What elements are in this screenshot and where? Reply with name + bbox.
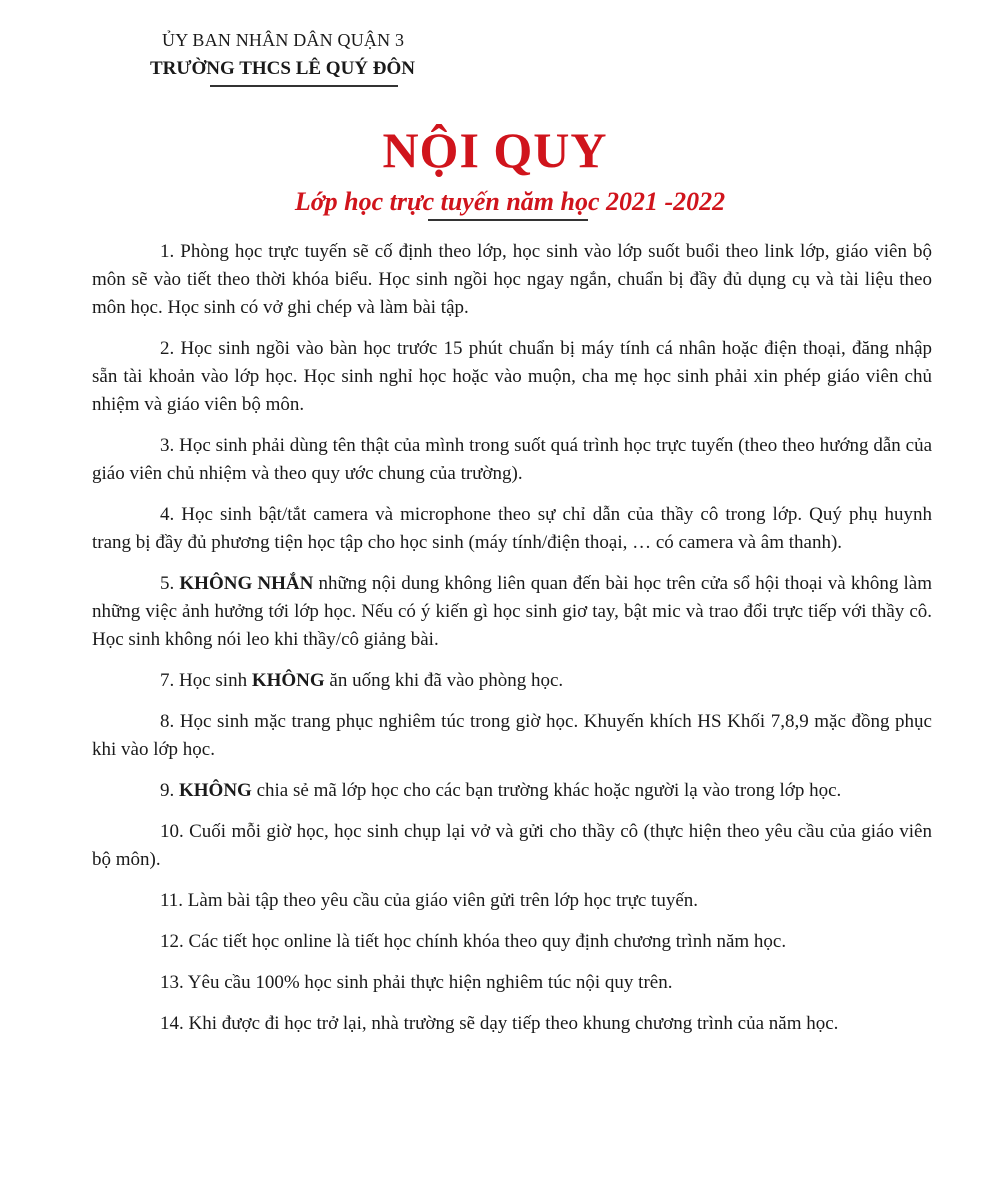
rule-item (92, 969, 932, 997)
rule-text: 7. Học sinh (160, 670, 252, 691)
rule-item (92, 708, 932, 764)
rule-item (92, 777, 932, 805)
rule-item (92, 501, 932, 557)
rule-text: những nội dung không liên quan đến bài học trên cửa sổ hội thoại và không làm những việc ảnh hưởng tới lớp học. Nếu có ý kiến gì học sinh giơ tay, bật mic và trao đổi trực tiếp với thầy cô. Học sinh không nói leo khi thầy/cô giảng bài. (92, 573, 933, 650)
rule-text: 14. Khi được đi học trở lại, nhà trường sẽ dạy tiếp theo khung chương trình của năm học. (160, 1013, 839, 1034)
rule-item (92, 238, 932, 322)
rule-emphasis: KHÔNG (251, 670, 325, 691)
rule-emphasis: KHÔNG (179, 780, 252, 801)
school-name: TRƯỜNG THCS LÊ QUÝ ĐÔN (150, 58, 415, 79)
rules-list (92, 238, 932, 1051)
rule-number: 9. (160, 780, 179, 801)
rule-item (92, 1010, 932, 1038)
rule-item (92, 335, 932, 419)
rule-item (92, 432, 932, 488)
rule-text: ăn uống khi đã vào phòng học. (324, 670, 564, 691)
rule-item (92, 818, 932, 874)
rule-text: 12. Các tiết học online là tiết học chính khóa theo quy định chương trình năm học. (160, 931, 787, 952)
rule-emphasis: KHÔNG NHẮN (179, 573, 314, 594)
rule-text: 2. Học sinh ngồi vào bàn học trước 15 phút chuẩn bị máy tính cá nhân hoặc điện thoại, đăng nhập sẵn tài khoản vào lớp học. Học sinh nghỉ học hoặc vào muộn, cha mẹ học sinh phải xin phép giáo viên chủ nhiệm và giáo viên bộ môn. (92, 338, 932, 415)
document-header (150, 26, 570, 84)
subtitle-underline-divider (428, 219, 588, 221)
document-subtitle: Lớp học trực tuyến năm học 2021 -2022 (294, 187, 726, 216)
rule-text: 3. Học sinh phải dùng tên thật của mình trong suốt quá trình học trực tuyến (theo theo hướng dẫn của giáo viên chủ nhiệm và theo quy ước chung của trường). (92, 435, 932, 484)
rule-text: 4. Học sinh bật/tắt camera và microphone theo sự chỉ dẫn của thầy cô trong lớp. Quý phụ huynh trang bị đầy đủ phương tiện học tập cho học sinh (máy tính/điện thoại, … có camera và âm thanh). (92, 504, 932, 553)
rule-item (92, 667, 932, 695)
rule-text: 10. Cuối mỗi giờ học, học sinh chụp lại vở và gửi cho thầy cô (thực hiện theo yêu cầu của giáo viên bộ môn). (92, 821, 932, 870)
rule-item (92, 570, 932, 654)
rule-number: 5. (160, 573, 180, 594)
school-underline-divider (210, 85, 398, 87)
document-title: NỘI QUY (382, 122, 608, 178)
rule-text: chia sẻ mã lớp học cho các bạn trường khác hoặc người lạ vào trong lớp học. (251, 780, 842, 801)
rule-text: 11. Làm bài tập theo yêu cầu của giáo viên gửi trên lớp học trực tuyến. (160, 890, 699, 911)
rule-item (92, 887, 932, 915)
rule-text: 13. Yêu cầu 100% học sinh phải thực hiện nghiêm túc nội quy trên. (160, 972, 673, 993)
rule-item (92, 928, 932, 956)
rule-text: 1. Phòng học trực tuyến sẽ cố định theo lớp, học sinh vào lớp suốt buổi theo link lớp, giáo viên bộ môn sẽ vào tiết theo thời khóa biểu. Học sinh ngồi học ngay ngắn, chuẩn bị đầy đủ dụng cụ và tài liệu theo môn học. Học sinh có vở ghi chép và làm bài tập. (92, 241, 932, 318)
rule-text: 8. Học sinh mặc trang phục nghiêm túc trong giờ học. Khuyến khích HS Khối 7,8,9 mặc đồng phục khi vào lớp học. (92, 711, 932, 760)
organization-name: ỦY BAN NHÂN DÂN QUẬN 3 (162, 30, 405, 50)
